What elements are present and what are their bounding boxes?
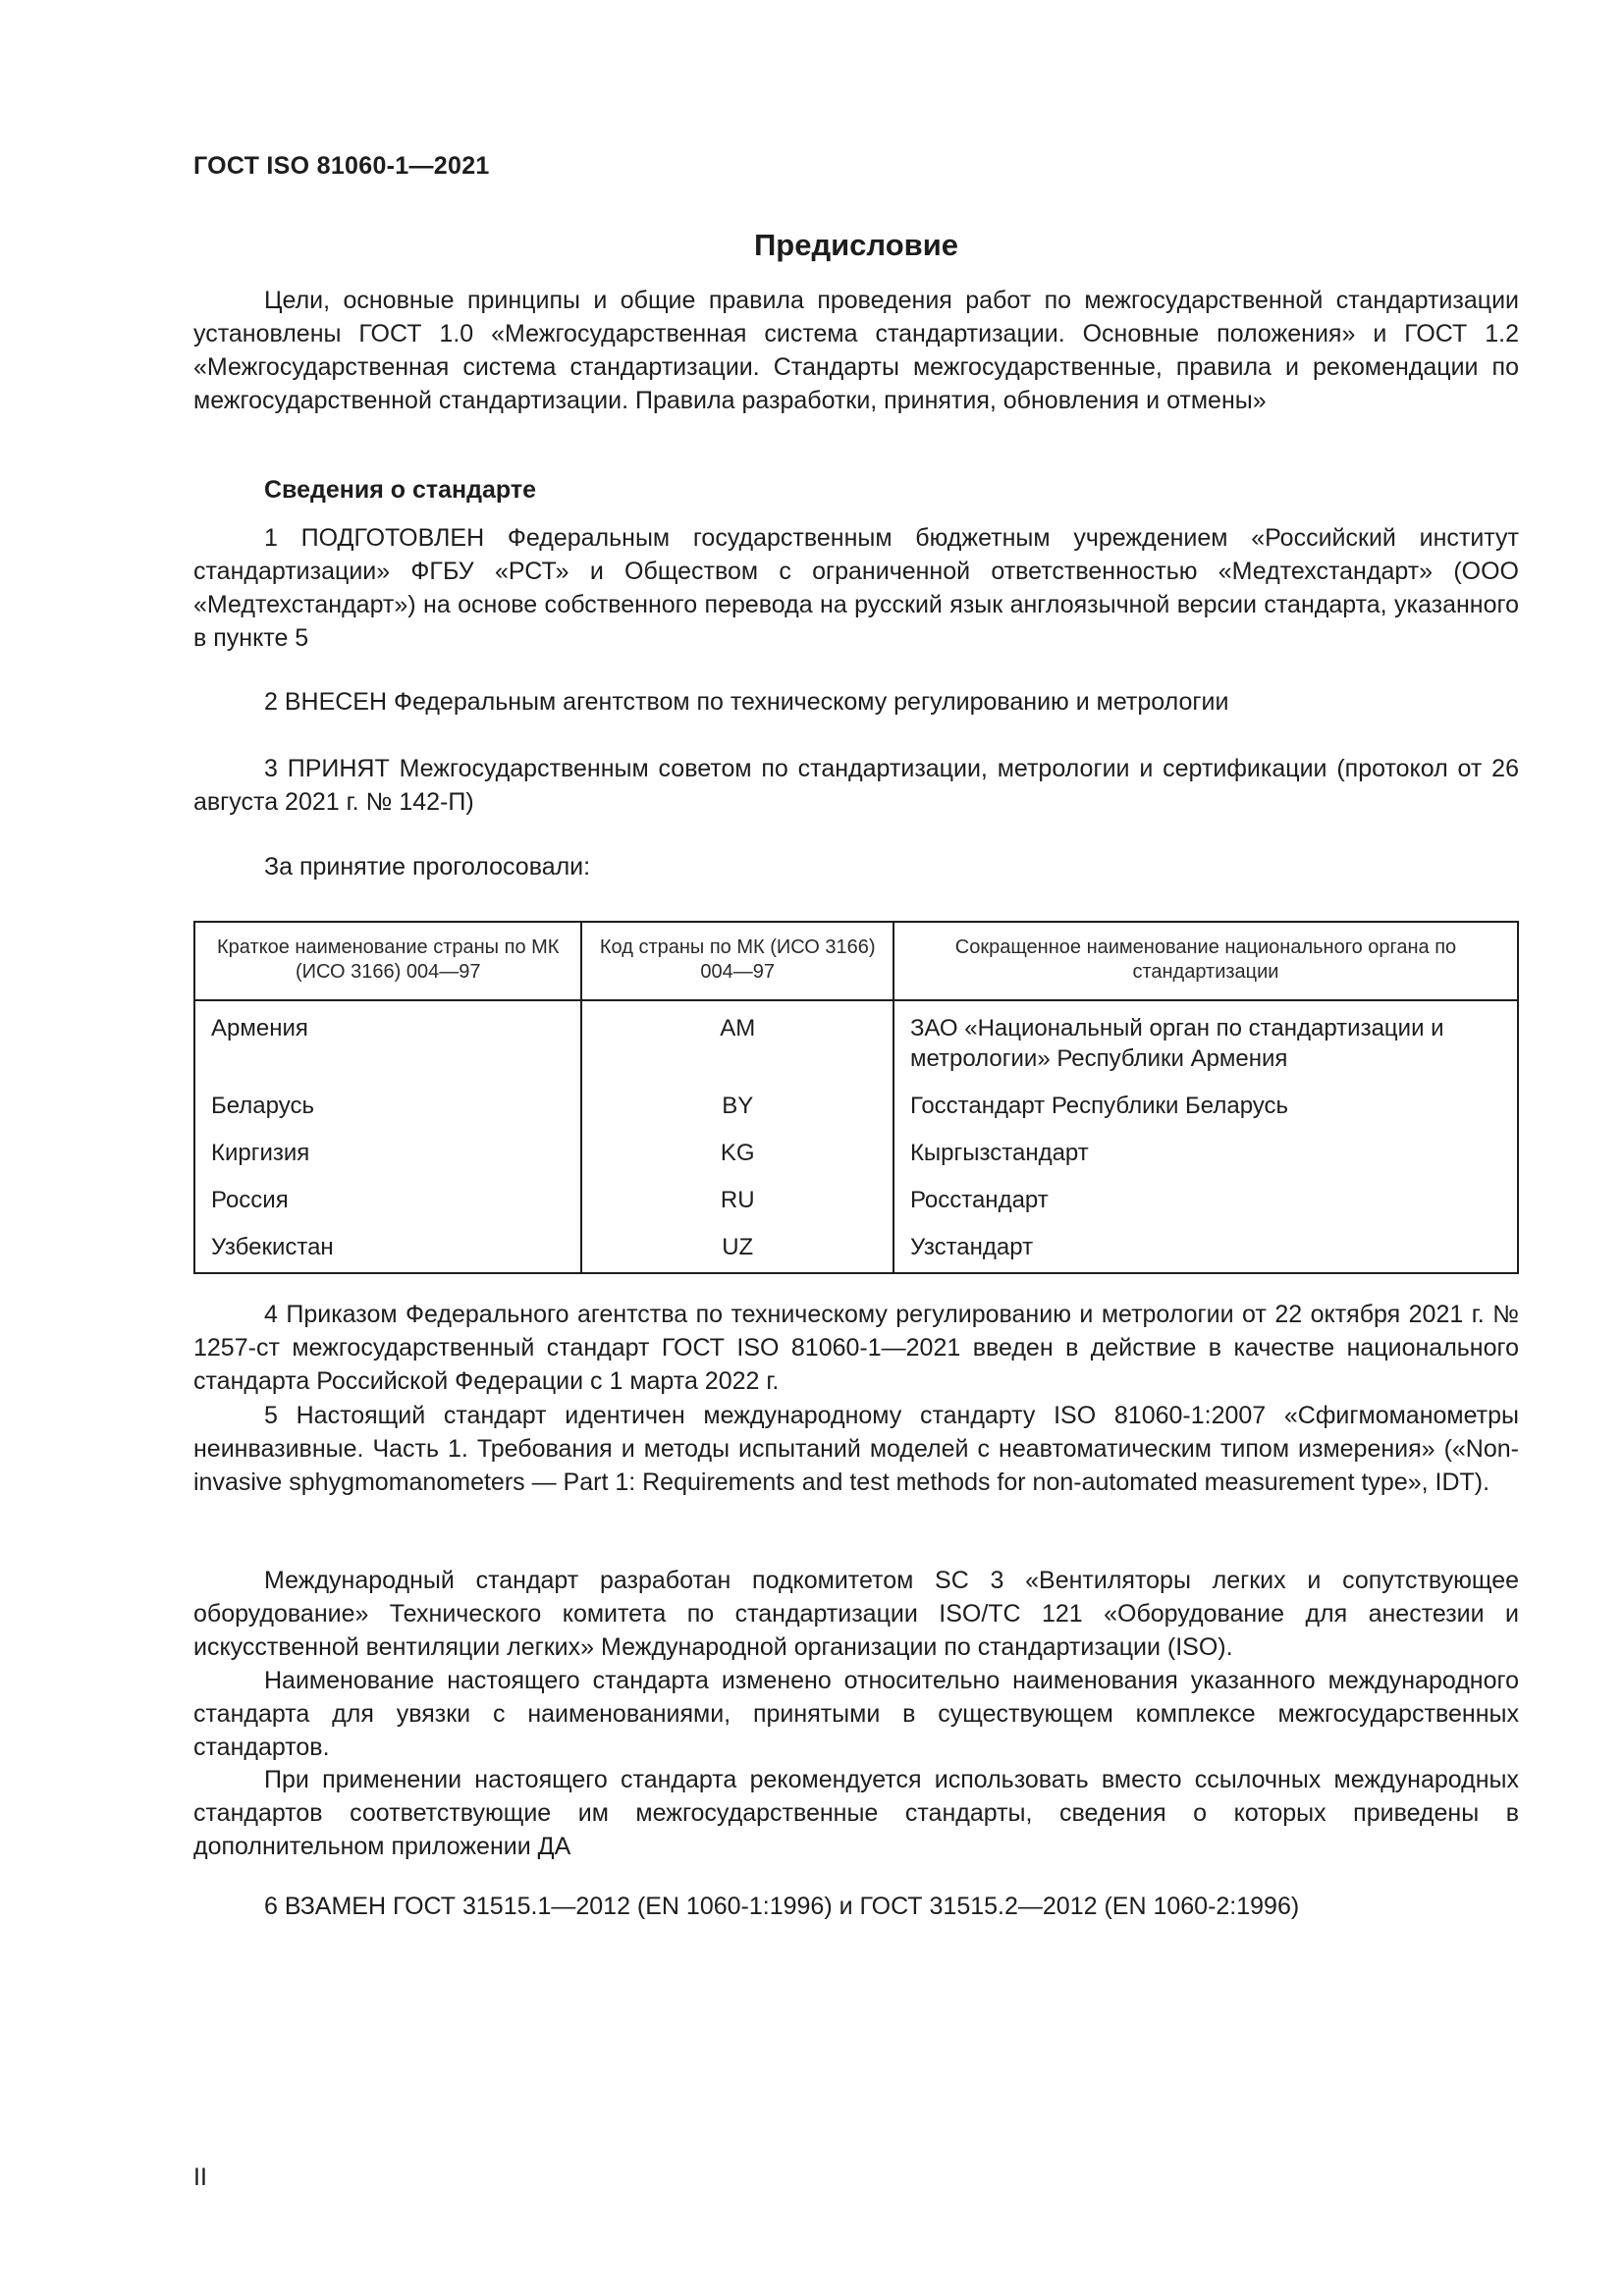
- document-code: ГОСТ ISO 81060-1—2021: [193, 152, 490, 180]
- code-cell: BY: [581, 1074, 893, 1121]
- item-5-references-paragraph: При применении настоящего стандарта рекомендуется использовать вместо ссылочных международных стандартов соответствующие им межгосударственные стандарты, сведения о которых приведены в дополнительном приложении ДА: [193, 1766, 1519, 1860]
- country-cell: Армения: [194, 1000, 581, 1074]
- header-national-body: Сокращенное наименование национального органа по стандартизации: [893, 922, 1518, 1000]
- vote-intro: За принятие проголосовали:: [264, 853, 591, 881]
- national-body-cell: ЗАО «Национальный орган по стандартизации и метрологии» Республики Армения: [893, 1000, 1518, 1074]
- intro-paragraph: Цели, основные принципы и общие правила проведения работ по межгосударственной стандартизации установлены ГОСТ 1.0 «Межгосударственная система стандартизации. Основные положения» и ГОСТ 1.2 «Межгосударственная система стандартизации. Стандарты межгосударственные, правила и рекомендации по межгосударственной стандартизации. Правила разработки, принятия, обновления и отмены»: [193, 287, 1519, 414]
- table-row: [194, 1000, 1518, 1074]
- national-body-cell: Госстандарт Республики Беларусь: [893, 1074, 1518, 1121]
- item-6-paragraph: 6 ВЗАМЕН ГОСТ 31515.1—2012 (EN 1060-1:1996) и ГОСТ 31515.2—2012 (EN 1060-2:1996): [264, 1893, 1300, 1920]
- national-body-cell: Узстандарт: [893, 1215, 1518, 1273]
- table-row: [194, 1074, 1518, 1121]
- item-1-paragraph: 1 ПОДГОТОВЛЕН Федеральным государственным бюджетным учреждением «Российский институт стандартизации» ФГБУ «РСТ» и Обществом с ограниченной ответственностью «Медтехстандарт» (ООО «Медтехстандарт») на основе собственного перевода на русский язык англоязычной версии стандарта, указанного в пункте 5: [193, 524, 1519, 652]
- code-cell: AM: [581, 1000, 893, 1074]
- country-cell: Узбекистан: [194, 1215, 581, 1273]
- item-5-title-change-paragraph: Наименование настоящего стандарта изменено относительно наименования указанного международного стандарта для увязки с наименованиями, принятыми в существующем комплексе межгосударственных стандартов.: [193, 1667, 1519, 1761]
- country-cell: Киргизия: [194, 1121, 581, 1168]
- header-code: Код страны по МК (ИСО 3166) 004—97: [581, 922, 893, 1000]
- item-3-paragraph: 3 ПРИНЯТ Межгосударственным советом по стандартизации, метрологии и сертификации (протокол от 26 августа 2021 г. № 142-П): [193, 755, 1519, 816]
- code-cell: KG: [581, 1121, 893, 1168]
- page-number: II: [193, 2163, 207, 2191]
- country-cell: Беларусь: [194, 1074, 581, 1121]
- section-heading: Сведения о стандарте: [264, 476, 537, 504]
- code-cell: RU: [581, 1168, 893, 1215]
- item-5-committee-paragraph: Международный стандарт разработан подкомитетом SC 3 «Вентиляторы легких и сопутствующее оборудование» Технического комитета по стандартизации ISO/TC 121 «Оборудование для анестезии и искусственной вентиляции легких» Международной организации по стандартизации (ISO).: [193, 1567, 1519, 1661]
- table-row: [194, 1168, 1518, 1215]
- page-title: Предисловие: [753, 228, 958, 262]
- code-cell: UZ: [581, 1215, 893, 1273]
- header-country: Краткое наименование страны по МК (ИСО 3166) 004—97: [194, 922, 581, 1000]
- member-states-table: [193, 921, 1519, 1274]
- table-row: [194, 1215, 1518, 1273]
- table-header-row: [194, 922, 1518, 1000]
- item-5-paragraph: 5 Настоящий стандарт идентичен международному стандарту ISO 81060-1:2007 «Сфигмоманометры неинвазивные. Часть 1. Требования и методы испытаний моделей с неавтоматическим типом измерения» («Non-invasive sphygmomanometers — Part 1: Requirements and test methods for non-automated measurement type», IDT).: [193, 1402, 1519, 1496]
- country-cell: Россия: [194, 1168, 581, 1215]
- table-row: [194, 1121, 1518, 1168]
- national-body-cell: Росстандарт: [893, 1168, 1518, 1215]
- national-body-cell: Кыргызстандарт: [893, 1121, 1518, 1168]
- item-2-paragraph: 2 ВНЕСЕН Федеральным агентством по техническому регулированию и метрологии: [264, 688, 1229, 716]
- item-4-paragraph: 4 Приказом Федерального агентства по техническому регулированию и метрологии от 22 октября 2021 г. № 1257-ст межгосударственный стандарт ГОСТ ISO 81060-1—2021 введен в действие в качестве национального стандарта Российской Федерации с 1 марта 2022 г.: [193, 1301, 1519, 1395]
